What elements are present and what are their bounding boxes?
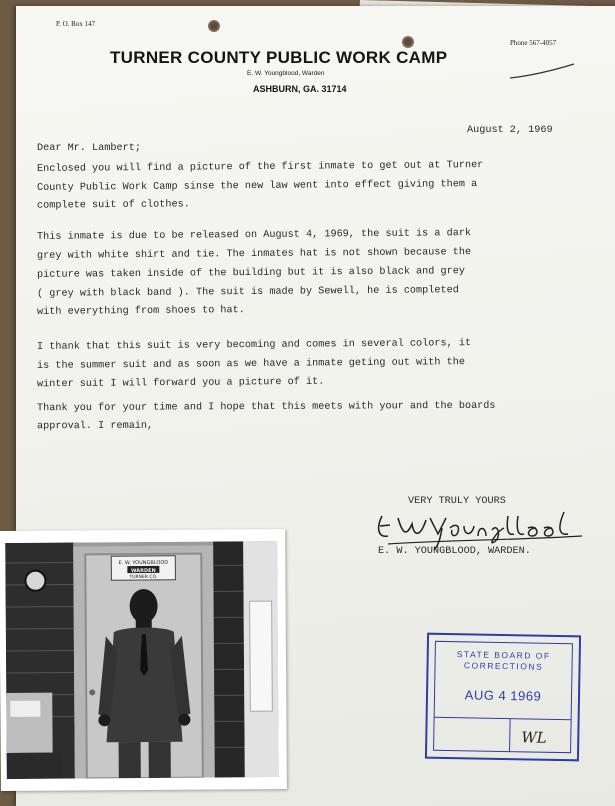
- body-line: ( grey with black band ). The suit is made by Sewell, he is completed: [37, 285, 459, 300]
- body-line: approval. I remain,: [37, 421, 153, 433]
- body-line: complete suit of clothes.: [37, 199, 190, 211]
- body-line: grey with white shirt and tie. The inmates hat is not shown because the: [37, 247, 471, 262]
- closing: VERY TRULY YOURS: [408, 496, 506, 507]
- door-sign-line-3: TURNER CO.: [128, 574, 157, 580]
- door-sign-line-1: E. W. YOUNGBLOOD: [118, 560, 168, 566]
- inmate-photo: [5, 541, 279, 779]
- svg-text:WL: WL: [521, 728, 547, 746]
- stamp-line-1: STATE BOARD OF: [429, 649, 579, 662]
- body-line: This inmate is due to be released on August 4, 1969, the suit is a dark: [37, 228, 471, 243]
- body-line: is the summer suit and as soon as we have a inmate geting out with the: [37, 357, 465, 372]
- salutation: Dear Mr. Lambert;: [37, 143, 141, 154]
- body-line: with everything from shoes to hat.: [37, 305, 245, 318]
- phone-number: Phone 567-4057: [510, 39, 556, 47]
- body-line: winter suit I will forward you a picture of it.: [37, 377, 324, 391]
- body-line: County Public Work Camp sinse the new law went into effect giving them a: [37, 179, 477, 194]
- punch-hole: [402, 36, 414, 48]
- body-line: Enclosed you will find a picture of the first inmate to get out at Turner: [37, 160, 483, 175]
- received-stamp: [425, 633, 581, 762]
- letterhead-warden: E. W. Youngblood, Warden: [247, 70, 324, 77]
- pen-flourish-mark: [508, 62, 578, 84]
- attached-photograph: [0, 529, 287, 791]
- stamp-initials: [519, 726, 559, 749]
- letterhead-title: TURNER COUNTY PUBLIC WORK CAMP: [110, 48, 447, 68]
- body-line: picture was taken inside of the building but it is also black and grey: [37, 266, 465, 281]
- letter-date: August 2, 1969: [467, 125, 553, 136]
- stamp-line-2: CORRECTIONS: [428, 660, 578, 673]
- letterhead-address: ASHBURN, GA. 31714: [253, 84, 347, 94]
- body-line: Thank you for your time and I hope that this meets with your and the boards: [37, 401, 496, 414]
- stamp-date: AUG 4 1969: [428, 687, 578, 705]
- door-sign-line-2: WARDEN: [131, 568, 156, 574]
- punch-hole: [208, 20, 220, 32]
- po-box: P. O. Box 147: [56, 20, 95, 28]
- body-line: I thank that this suit is very becoming and comes in several colors, it: [37, 338, 471, 353]
- signature-name: E. W. YOUNGBLOOD, WARDEN.: [378, 546, 531, 557]
